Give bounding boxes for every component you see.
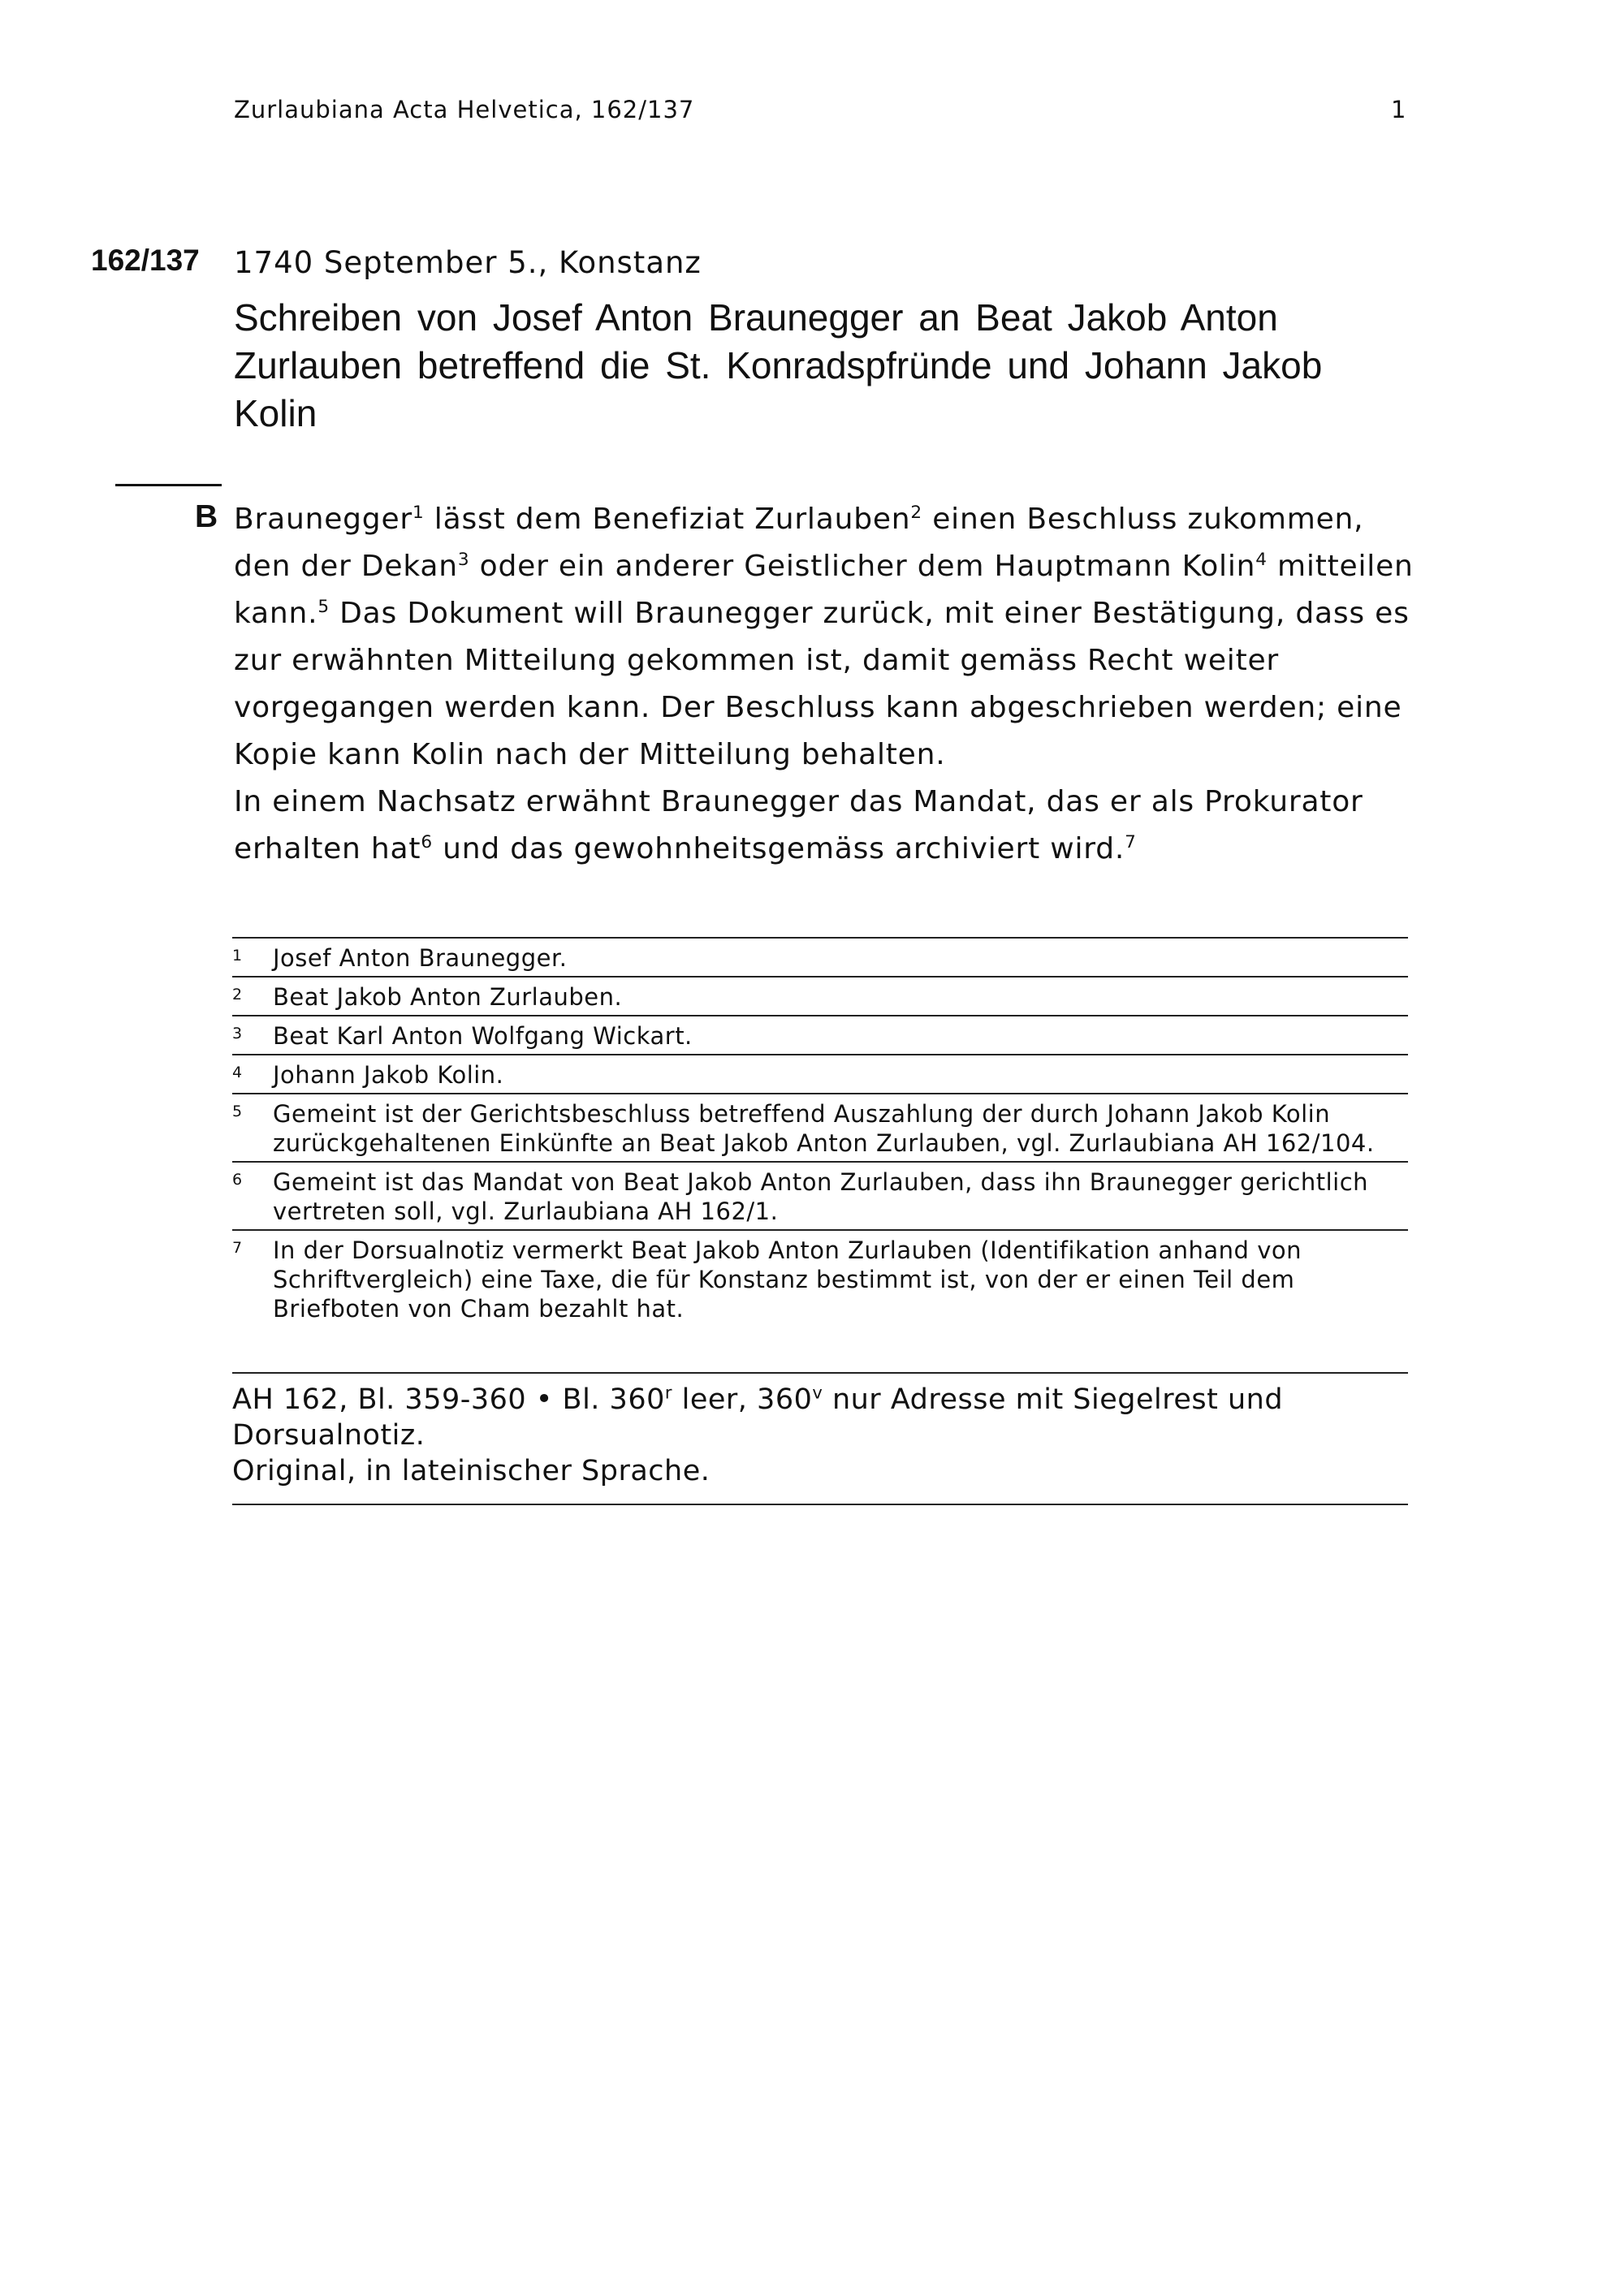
original-note: Original, in lateinischer Sprache. (232, 1455, 710, 1487)
folio-side: v (812, 1383, 823, 1403)
abstract-segment: einen Beschluss zukommen, den der Dekan (234, 503, 1364, 583)
source-reference (232, 1382, 1408, 1453)
abstract-segment: Das Dokument will Braunegger zurück, mit einer Bestätigung, dass es zur erwähnten Mitteilung gekommen ist, damit gemäss Recht weiter vorgegangen werden kann. Der Beschluss kann abgeschrieben werden; eine Kopie kann Kolin nach der Mitteilung behalten. (234, 597, 1410, 771)
footnote-number: 5 (232, 1103, 243, 1120)
abstract-segment: mitteilen kann. (234, 550, 1414, 630)
section-divider (115, 484, 222, 486)
footnote-text: Gemeint ist das Mandat von Beat Jakob Anton Zurlauben, dass ihn Braunegger gerichtlich vertreten soll, vgl. Zurlaubiana AH 162/1. (273, 1168, 1369, 1225)
footnote-ref: 7 (1125, 832, 1137, 852)
abstract-paragraph-1 (234, 496, 1419, 779)
source-segment: AH 162, Bl. 359-360 • Bl. 360 (232, 1383, 665, 1416)
footnote-number: 1 (232, 947, 243, 965)
footnote-item (232, 1161, 1408, 1229)
footnote-item (232, 1093, 1408, 1161)
footnote-text: In der Dorsualnotiz vermerkt Beat Jakob Anton Zurlauben (Identifikation anhand von Schriftvergleich) eine Taxe, die für Konstanz bestimmt ist, von der er einen Teil dem Briefboten von Cham bezahlt hat. (273, 1236, 1302, 1323)
footnote-number: 2 (232, 986, 243, 1003)
footnote-item (232, 976, 1408, 1015)
source-segment: leer, 360 (672, 1383, 813, 1416)
abstract-paragraph-2 (234, 779, 1419, 873)
source-segment: nur Adresse mit Siegelrest und Dorsualnotiz. (232, 1383, 1284, 1452)
footnote-item (232, 1054, 1408, 1093)
footnote-number: 4 (232, 1064, 243, 1081)
footnote-ref: 4 (1255, 550, 1268, 570)
footnote-text: Beat Jakob Anton Zurlauben. (273, 983, 623, 1011)
footnote-item (232, 1015, 1408, 1054)
abstract-label: B (195, 499, 218, 534)
folio-side: r (664, 1383, 672, 1403)
footnote-ref: 5 (317, 597, 330, 617)
running-header: Zurlaubiana Acta Helvetica, 162/137 (234, 96, 695, 123)
footnote-number: 6 (232, 1171, 243, 1189)
footnote-ref: 3 (457, 550, 470, 570)
abstract-segment: In einem Nachsatz erwähnt Braunegger das Mandat, das er als Prokurator erhalten hat (234, 785, 1363, 865)
footnotes (232, 937, 1408, 1327)
footnote-ref: 2 (910, 503, 922, 523)
source-note (232, 1372, 1408, 1505)
footnote-ref: 1 (412, 503, 425, 523)
footnote-text: Johann Jakob Kolin. (273, 1061, 504, 1089)
abstract-segment: lässt dem Benefiziat Zurlauben (424, 503, 911, 536)
footnote-text: Gemeint ist der Gerichtsbeschluss betreffend Auszahlung der durch Johann Jakob Kolin zurückgehaltenen Einkünfte an Beat Jakob Anton Zurlauben, vgl. Zurlaubiana AH 162/104. (273, 1100, 1375, 1157)
document-title: Schreiben von Josef Anton Braunegger an Beat Jakob Anton Zurlauben betreffend die St. Konradspfründe und Johann Jakob Kolin (234, 296, 1323, 434)
footnote-number: 3 (232, 1025, 243, 1042)
footnote-ref: 6 (421, 832, 433, 852)
footnote-item (232, 937, 1408, 976)
page-number: 1 (1391, 96, 1406, 123)
footnote-text: Beat Karl Anton Wolfgang Wickart. (273, 1022, 693, 1050)
abstract-segment: oder ein anderer Geistlicher dem Hauptmann Kolin (469, 550, 1256, 583)
footnote-item (232, 1229, 1408, 1327)
abstract (234, 496, 1419, 873)
date-place: 1740 September 5., Konstanz (234, 245, 702, 280)
abstract-segment: Braunegger (234, 503, 412, 536)
footnote-number: 7 (232, 1239, 243, 1257)
footnote-text: Josef Anton Braunegger. (273, 944, 568, 972)
abstract-segment: und das gewohnheitsgemäss archiviert wird. (432, 832, 1125, 865)
document-number: 162/137 (91, 244, 200, 277)
